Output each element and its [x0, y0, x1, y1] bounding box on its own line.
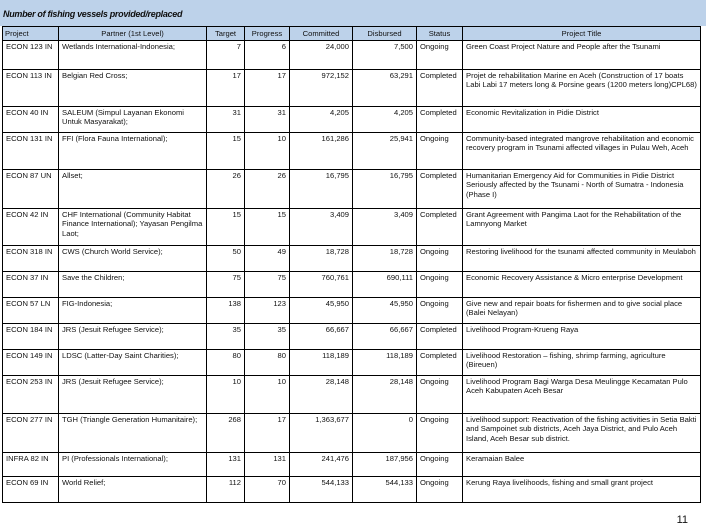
- cell-progress: 31: [245, 107, 290, 133]
- cell-disbursed: 28,148: [353, 376, 417, 414]
- cell-target: 50: [207, 246, 245, 272]
- page-number: 11: [676, 514, 688, 526]
- cell-committed: 24,000: [290, 41, 353, 70]
- cell-project: ECON 87 UN: [3, 170, 59, 209]
- cell-partner: World Relief;: [59, 477, 207, 503]
- cell-progress: 80: [245, 350, 290, 376]
- cell-partner: LDSC (Latter-Day Saint Charities);: [59, 350, 207, 376]
- cell-progress: 10: [245, 133, 290, 170]
- cell-status: Ongoing: [417, 376, 463, 414]
- table-row: [3, 376, 701, 414]
- cell-committed: 3,409: [290, 209, 353, 246]
- cell-partner: Belgian Red Cross;: [59, 70, 207, 107]
- table-row: [3, 324, 701, 350]
- table-body: [3, 41, 701, 503]
- cell-target: 15: [207, 133, 245, 170]
- cell-project-title: Restoring livelihood for the tsunami affected community in Meulaboh: [463, 246, 701, 272]
- table-row: [3, 41, 701, 70]
- cell-progress: 123: [245, 298, 290, 324]
- cell-progress: 15: [245, 209, 290, 246]
- cell-partner: PI (Professionals International);: [59, 453, 207, 477]
- cell-status: Ongoing: [417, 298, 463, 324]
- cell-project: ECON 113 IN: [3, 70, 59, 107]
- cell-disbursed: 25,941: [353, 133, 417, 170]
- cell-project: ECON 69 IN: [3, 477, 59, 503]
- cell-project: ECON 253 IN: [3, 376, 59, 414]
- cell-disbursed: 16,795: [353, 170, 417, 209]
- cell-status: Completed: [417, 107, 463, 133]
- cell-project: ECON 277 IN: [3, 414, 59, 453]
- cell-disbursed: 3,409: [353, 209, 417, 246]
- cell-committed: 4,205: [290, 107, 353, 133]
- cell-progress: 17: [245, 414, 290, 453]
- column-header-project-title: Project Title: [463, 27, 701, 41]
- cell-target: 35: [207, 324, 245, 350]
- table-row: [3, 209, 701, 246]
- table-row: [3, 453, 701, 477]
- cell-project: ECON 184 IN: [3, 324, 59, 350]
- cell-progress: 70: [245, 477, 290, 503]
- column-header-status: Status: [417, 27, 463, 41]
- cell-project: ECON 37 IN: [3, 272, 59, 298]
- cell-target: 131: [207, 453, 245, 477]
- cell-partner: Wetlands International-Indonesia;: [59, 41, 207, 70]
- cell-committed: 161,286: [290, 133, 353, 170]
- cell-project-title: Humanitarian Emergency Aid for Communities in Pidie District Seriously affected by the Tsunami - North of Sumatra - Indonesia (Phase I): [463, 170, 701, 209]
- cell-status: Ongoing: [417, 133, 463, 170]
- table-row: [3, 170, 701, 209]
- table-row: [3, 70, 701, 107]
- table-row: [3, 133, 701, 170]
- cell-progress: 131: [245, 453, 290, 477]
- cell-partner: CHF International (Community Habitat Finance International); Yayasan Pengilma Laot;: [59, 209, 207, 246]
- table-row: [3, 350, 701, 376]
- cell-disbursed: 118,189: [353, 350, 417, 376]
- cell-project-title: Economic Revitalization in Pidie District: [463, 107, 701, 133]
- cell-project: ECON 42 IN: [3, 209, 59, 246]
- cell-target: 15: [207, 209, 245, 246]
- cell-partner: FFI (Flora Fauna International);: [59, 133, 207, 170]
- cell-target: 75: [207, 272, 245, 298]
- cell-status: Ongoing: [417, 414, 463, 453]
- cell-project-title: Livelihood Program Bagi Warga Desa Meulingge Kecamatan Pulo Aceh Kabupaten Aceh Besar: [463, 376, 701, 414]
- cell-target: 17: [207, 70, 245, 107]
- cell-committed: 118,189: [290, 350, 353, 376]
- cell-disbursed: 0: [353, 414, 417, 453]
- cell-partner: CWS (Church World Service);: [59, 246, 207, 272]
- cell-project-title: Community-based integrated mangrove rehabilitation and economic recovery program in Tsunami affected villages in Pulau Weh, Aceh: [463, 133, 701, 170]
- cell-project: INFRA 82 IN: [3, 453, 59, 477]
- cell-status: Completed: [417, 324, 463, 350]
- cell-committed: 544,133: [290, 477, 353, 503]
- cell-committed: 241,476: [290, 453, 353, 477]
- table-row: [3, 246, 701, 272]
- cell-project-title: Projet de rehabilitation Marine en Aceh (Construction of 17 boats Labi Labi 17 meters long & Porsine gears (1200 meters long)CPL68): [463, 70, 701, 107]
- cell-status: Ongoing: [417, 453, 463, 477]
- cell-project-title: Livelihood Restoration – fishing, shrimp farming, agriculture (Bireuen): [463, 350, 701, 376]
- cell-project-title: Kerung Raya livelihoods, fishing and small grant project: [463, 477, 701, 503]
- cell-status: Ongoing: [417, 272, 463, 298]
- cell-target: 7: [207, 41, 245, 70]
- column-header-disbursed: Disbursed: [353, 27, 417, 41]
- cell-status: Completed: [417, 70, 463, 107]
- cell-disbursed: 7,500: [353, 41, 417, 70]
- cell-status: Ongoing: [417, 246, 463, 272]
- cell-project: ECON 40 IN: [3, 107, 59, 133]
- cell-progress: 26: [245, 170, 290, 209]
- cell-target: 10: [207, 376, 245, 414]
- cell-target: 26: [207, 170, 245, 209]
- cell-status: Ongoing: [417, 41, 463, 70]
- cell-committed: 45,950: [290, 298, 353, 324]
- cell-progress: 10: [245, 376, 290, 414]
- column-header-committed: Committed: [290, 27, 353, 41]
- cell-partner: Allset;: [59, 170, 207, 209]
- table-row: [3, 477, 701, 503]
- cell-progress: 17: [245, 70, 290, 107]
- cell-committed: 1,363,677: [290, 414, 353, 453]
- cell-partner: JRS (Jesuit Refugee Service);: [59, 376, 207, 414]
- cell-progress: 6: [245, 41, 290, 70]
- cell-disbursed: 544,133: [353, 477, 417, 503]
- column-header-progress: Progress: [245, 27, 290, 41]
- cell-project-title: Keramaian Balee: [463, 453, 701, 477]
- cell-status: Completed: [417, 350, 463, 376]
- cell-committed: 972,152: [290, 70, 353, 107]
- table-row: [3, 298, 701, 324]
- cell-committed: 760,761: [290, 272, 353, 298]
- table-row: [3, 414, 701, 453]
- cell-target: 31: [207, 107, 245, 133]
- cell-status: Completed: [417, 209, 463, 246]
- cell-disbursed: 187,956: [353, 453, 417, 477]
- cell-committed: 18,728: [290, 246, 353, 272]
- cell-project-title: Economic Recovery Assistance & Micro enterprise Development: [463, 272, 701, 298]
- cell-project-title: Give new and repair boats for fishermen and to give social place (Balei Nelayan): [463, 298, 701, 324]
- cell-partner: FIG-Indonesia;: [59, 298, 207, 324]
- cell-progress: 35: [245, 324, 290, 350]
- cell-status: Ongoing: [417, 477, 463, 503]
- page-title: Number of fishing vessels provided/replaced: [3, 9, 183, 19]
- cell-disbursed: 690,111: [353, 272, 417, 298]
- cell-target: 138: [207, 298, 245, 324]
- cell-project-title: Livelihood Program-Krueng Raya: [463, 324, 701, 350]
- cell-project: ECON 123 IN: [3, 41, 59, 70]
- cell-committed: 66,667: [290, 324, 353, 350]
- cell-partner: JRS (Jesuit Refugee Service);: [59, 324, 207, 350]
- column-header-partner: Partner (1st Level): [59, 27, 207, 41]
- page-header: [0, 0, 706, 26]
- cell-project-title: Livelihood support: Reactivation of the fishing activities in Setia Bakti and Sampoinet sub districts, Aceh Jaya District, and Pulo Aceh Island, Aceh Besar sub district.: [463, 414, 701, 453]
- cell-disbursed: 66,667: [353, 324, 417, 350]
- cell-project: ECON 318 IN: [3, 246, 59, 272]
- cell-disbursed: 45,950: [353, 298, 417, 324]
- cell-progress: 75: [245, 272, 290, 298]
- cell-target: 112: [207, 477, 245, 503]
- cell-project: ECON 57 LN: [3, 298, 59, 324]
- header-row: [3, 27, 701, 41]
- table-row: [3, 272, 701, 298]
- column-header-target: Target: [207, 27, 245, 41]
- cell-committed: 16,795: [290, 170, 353, 209]
- cell-partner: SALEUM (Simpul Layanan Ekonomi Untuk Masyarakat);: [59, 107, 207, 133]
- cell-progress: 49: [245, 246, 290, 272]
- cell-disbursed: 63,291: [353, 70, 417, 107]
- cell-status: Completed: [417, 170, 463, 209]
- cell-partner: TGH (Triangle Generation Humanitaire);: [59, 414, 207, 453]
- cell-disbursed: 18,728: [353, 246, 417, 272]
- cell-project-title: Grant Agreement with Pangima Laot for the Rehabilitation of the Lamnyong Market: [463, 209, 701, 246]
- table-row: [3, 107, 701, 133]
- cell-project: ECON 149 IN: [3, 350, 59, 376]
- cell-target: 268: [207, 414, 245, 453]
- cell-committed: 28,148: [290, 376, 353, 414]
- cell-disbursed: 4,205: [353, 107, 417, 133]
- vessels-table: [2, 26, 701, 503]
- cell-project: ECON 131 IN: [3, 133, 59, 170]
- cell-target: 80: [207, 350, 245, 376]
- cell-project-title: Green Coast Project Nature and People after the Tsunami: [463, 41, 701, 70]
- cell-partner: Save the Children;: [59, 272, 207, 298]
- column-header-project: Project: [3, 27, 59, 41]
